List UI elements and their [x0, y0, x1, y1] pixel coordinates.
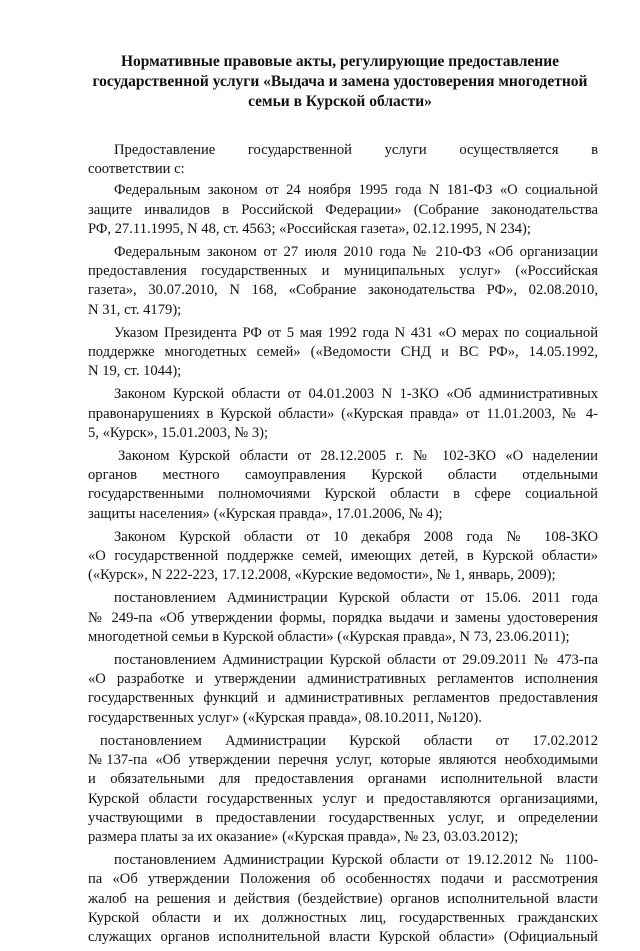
paragraph-line: государственных функций и административных регламентов предоставления: [88, 690, 598, 707]
paragraph-line: «О государственной поддержке семей, имеющих детей, в Курской области»: [88, 548, 598, 565]
legal-act-paragraph: [88, 651, 598, 728]
paragraph-line: Законом Курской области от 10 декабря 2008 года № 108-ЗКО: [114, 528, 598, 545]
title-line-3: семьи в Курской области»: [248, 93, 432, 110]
legal-act-paragraph: [88, 528, 598, 586]
paragraph-line: Федеральным законом от 27 июля 2010 года № 210-ФЗ «Об организации: [114, 244, 598, 261]
paragraph-line: Федеральным законом от 24 ноября 1995 года N 181-ФЗ «О социальной: [114, 182, 598, 199]
legal-act-paragraph: [88, 851, 598, 947]
legal-act-paragraph: [88, 324, 598, 382]
title-line-1: Нормативные правовые акты, регулирующие предоставление: [120, 53, 560, 70]
legal-act-paragraph: [88, 181, 598, 239]
paragraph-line: государственными полномочиями Курской области в сфере социальной: [88, 486, 598, 503]
paragraph-line: Законом Курской области от 04.01.2003 N 1-ЗКО «Об административных: [114, 386, 598, 403]
paragraph-line: Указом Президента РФ от 5 мая 1992 года N 431 «О мерах по социальной: [114, 324, 598, 341]
document-title: [80, 52, 600, 112]
paragraph-line: предоставления государственных и муниципальных услуг» («Российская: [88, 263, 598, 280]
paragraph-line: поддержке многодетных семей» («Ведомости СНД и ВС РФ», 14.05.1992,: [88, 344, 598, 361]
paragraph-line: органов местного самоуправления Курской области отдельными: [88, 467, 598, 484]
paragraph-line: государственных услуг» («Курская правда», 08.10.2011, №120).: [88, 709, 482, 726]
paragraph-line: N 19, ст. 1044);: [88, 363, 182, 380]
paragraph-line: и обязательными для предоставления органами исполнительной власти: [88, 771, 598, 788]
paragraph-line: служащих органов исполнительной власти Курской области» (Официальный: [88, 928, 598, 945]
paragraph-line: участвующими в предоставлении государственных услуг, и определении: [88, 809, 598, 826]
paragraph-line: Курской области и их должностных лиц, государственных гражданских: [88, 909, 598, 926]
paragraph-line: Курской области государственных услуг и предоставляются организациями,: [88, 790, 598, 807]
title-line-2: государственной услуги «Выдача и замена удостоверения многодетной: [92, 73, 588, 90]
paragraph-line: №137-па «Об утверждении перечня услуг, которые являются необходимыми: [88, 752, 598, 769]
paragraph-line: РФ, 27.11.1995, N 48, ст. 4563; «Российская газета», 02.12.1995, N 234);: [88, 220, 531, 237]
legal-act-paragraph: [88, 589, 598, 647]
paragraph-line: газета», 30.07.2010, N 168, «Собрание законодательства РФ», 02.08.2010,: [88, 282, 598, 299]
intro-paragraph: [88, 141, 598, 179]
paragraph-line: Законом Курской области от 28.12.2005 г. № 102-ЗКО «О наделении: [118, 448, 598, 465]
paragraph-line: постановлением Администрации Курской области от 19.12.2012 № 1100-: [114, 852, 598, 869]
paragraph-line: многодетной семьи в Курской области» («Курская правда», N 73, 23.06.2011);: [88, 628, 570, 645]
paragraph-line: 5, «Курск», 15.01.2003, № 3);: [88, 424, 269, 441]
paragraph-line: постановлением Администрации Курской области от 29.09.2011 № 473-па: [114, 652, 598, 669]
legal-act-paragraph: [88, 385, 598, 443]
paragraph-line: N 31, ст. 4179);: [88, 301, 182, 318]
legal-act-paragraph: [88, 243, 598, 320]
paragraph-line: постановлением Администрации Курской области от 15.06. 2011 года: [114, 590, 598, 607]
paragraph-line: защиты населения» («Курская правда», 17.01.2006, № 4);: [88, 505, 443, 522]
paragraph-line: «О разработке и утверждении административных регламентов исполнения: [88, 671, 598, 688]
intro-line: Предоставление государственной услуги осуществляется в: [114, 142, 598, 158]
legal-act-paragraph: [88, 732, 598, 847]
paragraph-line: («Курск», N 222-223, 17.12.2008, «Курские ведомости», № 1, январь, 2009);: [88, 567, 556, 584]
paragraph-line: защите инвалидов в Российской Федерации» (Собрание законодательства: [88, 201, 598, 218]
paragraph-line: правонарушениях в Курской области» («Курская правда» от 11.01.2003, № 4-: [88, 405, 598, 422]
paragraph-line: постановлением Администрации Курской области от 17.02.2012: [100, 732, 598, 749]
intro-line: соответствии с:: [88, 161, 185, 178]
paragraph-line: размера платы за их оказание» («Курская правда», № 23, 03.03.2012);: [88, 828, 519, 845]
document-body: [88, 141, 598, 951]
paragraph-line: жалоб на решения и действия (бездействие) органов исполнительной власти: [88, 890, 598, 907]
legal-act-paragraph: [88, 447, 598, 524]
paragraph-line: па «Об утверждении Положения об особенностях подачи и рассмотрения: [88, 871, 598, 888]
paragraph-line: № 249-па «Об утверждении формы, порядка выдачи и замены удостоверения: [88, 609, 598, 626]
